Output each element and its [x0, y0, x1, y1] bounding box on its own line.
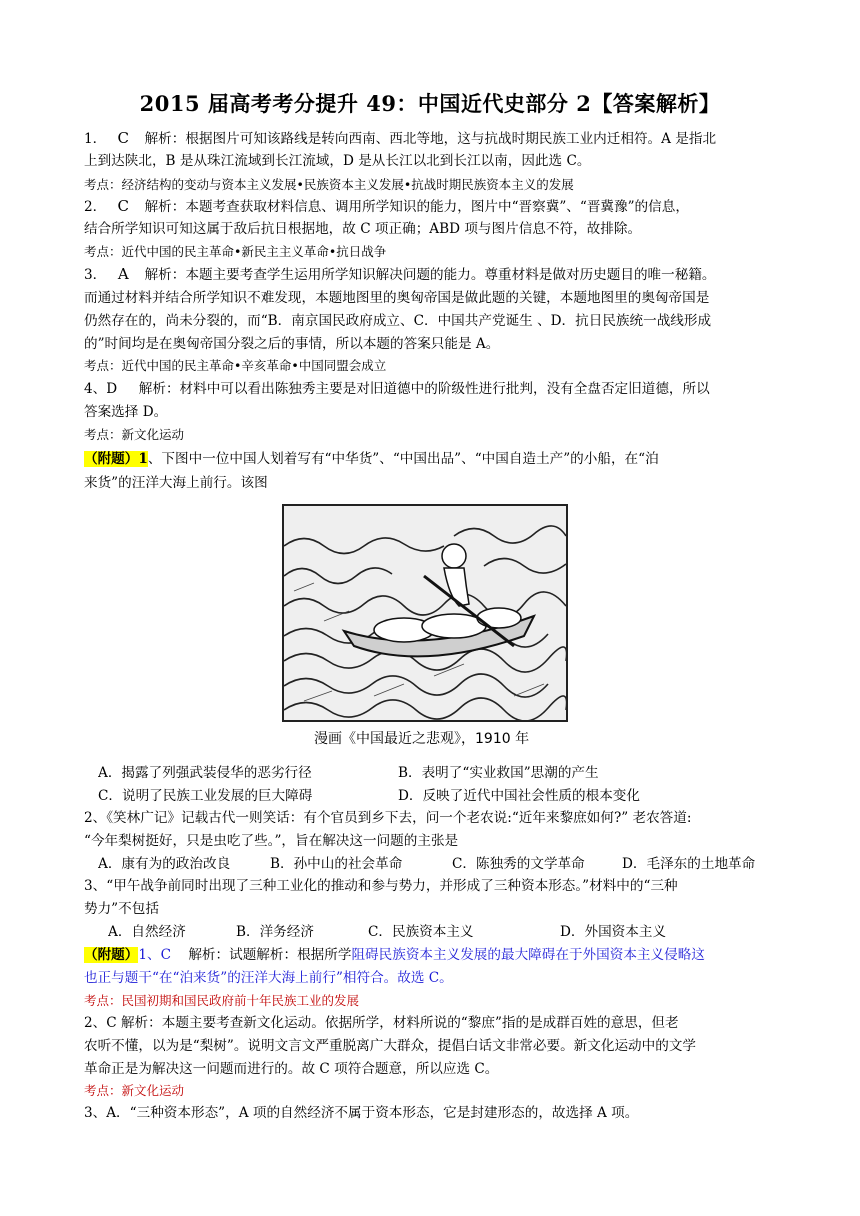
q3-num: 3．: [84, 267, 107, 283]
fuqu-a1-line2: 也正与题干“在“泊来货”的汪洋大海上前行”相符合。故选 C。: [84, 970, 453, 986]
fuqu-a1-head: 1、C: [138, 947, 172, 963]
q1-kaodian: 考点：经济结构的变动与资本主义发展•民族资本主义发展•抗战时期民族资本主义的发展: [84, 177, 574, 192]
q1-num: 1．: [84, 131, 107, 147]
option-c: C．陈独秀的文学革命: [452, 856, 585, 872]
fuqu-a2-line2: 农听不懂，以为是“梨树”。说明文言文严重脱离广大群众，提倡白话文非常必要。新文化运动中的文学: [84, 1038, 697, 1054]
cartoon-boat-image: [282, 504, 568, 722]
fuqu-a1-tail: 阻碍民族资本主义发展的最大障碍在于外国资本主义侵略这: [351, 947, 705, 963]
fuqu-answer-tag: （附题）: [84, 947, 139, 963]
q2-line2: 结合所学知识可知这属于敌后抗日根据地，故 C 项正确；ABD 项与图片信息不符，故排除。: [84, 221, 642, 237]
fuqu-tag: （附题）: [84, 451, 139, 467]
q3-kaodian: 考点：近代中国的民主革命•辛亥革命•中国同盟会成立: [84, 358, 387, 373]
fuqu-q1-text1: 、下图中一位中国人划着写有“中华货”、“中国出品”、“中国自造土产”的小船，在“泊: [147, 451, 659, 467]
fuqu-a1-kaodian: 考点：民国初期和国民政府前十年民族工业的发展: [84, 993, 360, 1008]
option-c: C．说明了民族工业发展的巨大障碍: [98, 788, 313, 804]
option-d: D．反映了近代中国社会性质的根本变化: [398, 788, 640, 804]
q3-answer: A: [117, 265, 129, 283]
fuqu-q2-line1: 2、《笑林广记》记载古代一则笑话：有个官员到乡下去，问一个老农说:“近年来黎庶如何?” 老农答道:: [84, 810, 692, 826]
option-d: D．外国资本主义: [560, 924, 667, 940]
fuqu-q2-line2: “今年梨树挺好，只是虫吃了些。”，旨在解决这一问题的主张是: [84, 833, 459, 849]
q1-line2: 上到达陕北，B 是从珠江流域到长江流域，D 是从长江以北到长江以南，因此选 C。: [84, 153, 591, 169]
fuqu-a2-kaodian: 考点：新文化运动: [84, 1083, 185, 1098]
fuqu-q2-options: [98, 855, 798, 874]
q4-text1: 解析：材料中可以看出陈独秀主要是对旧道德中的阶级性进行批判，没有全盘否定旧道德，所以: [138, 381, 710, 397]
fuqu-q1-line2: 来货”的汪洋大海上前行。该图: [84, 475, 268, 491]
q4-line2: 答案选择 D。: [84, 404, 168, 420]
option-c: C．民族资本主义: [368, 924, 474, 940]
q4-num: 4、D: [84, 381, 118, 397]
fuqu-a2-line3: 革命正是为解决这一问题而进行的。故 C 项符合题意，所以应选 C。: [84, 1061, 499, 1077]
q3-line2: 而通过材料并结合所学知识不难发现，本题地图里的奥匈帝国是做此题的关键，本题地图里的奥匈帝国是: [84, 290, 710, 306]
option-a: A．自然经济: [108, 924, 186, 940]
option-a: A．揭露了列强武装侵华的恶劣行径: [98, 765, 312, 781]
fuqu-q1-line1: [84, 450, 784, 469]
cartoon-illustration: [284, 506, 566, 720]
q4-kaodian: 考点：新文化运动: [84, 427, 185, 442]
fuqu-a3-line1: 3、A．“三种资本形态”，A 项的自然经济不属于资本形态，它是封建形态的，故选择 A 项。: [84, 1105, 639, 1121]
fuqu-q1-options-row2: [98, 787, 798, 806]
fuqu-a1-mid: 解析：试题解析：根据所学: [188, 947, 352, 963]
fuqu-q3-options: [108, 923, 808, 942]
q3-line1: [84, 265, 784, 285]
fuqu-q3-line2: 势力”不包括: [84, 901, 159, 917]
fuqu-q1-num: 1: [138, 451, 148, 467]
figure-caption: 漫画《中国最近之悲观》，1910 年: [314, 731, 530, 747]
q2-answer: C: [117, 197, 129, 215]
fuqu-q1-options-row1: [98, 764, 798, 783]
q1-answer: C: [117, 129, 129, 147]
q3-text1: 解析：本题主要考查学生运用所学知识解决问题的能力。尊重材料是做对历史题目的唯一秘籍。: [144, 267, 716, 283]
q3-line3: 仍然存在的，尚未分裂的，而“B．南京国民政府成立、C．中国共产党诞生 、D．抗日民族统一战线形成: [84, 313, 712, 329]
q3-line4: 的”时间均是在奥匈帝国分裂之后的事情，所以本题的答案只能是 A。: [84, 336, 500, 352]
option-b: B．洋务经济: [236, 924, 314, 940]
fuqu-a2-line1: 2、C 解析：本题主要考查新文化运动。依据所学，材料所说的“黎庶”指的是成群百姓的意思，但老: [84, 1015, 679, 1031]
q2-line1: [84, 197, 784, 217]
option-b: B．孙中山的社会革命: [270, 856, 403, 872]
q2-kaodian: 考点：近代中国的民主革命•新民主主义革命•抗日战争: [84, 244, 387, 259]
page-title: 2015 届高考考分提升 49：中国近代史部分 2【答案解析】: [139, 91, 721, 116]
option-d: D．毛泽东的土地革命: [622, 856, 756, 872]
option-b: B．表明了“实业救国”思潮的产生: [398, 765, 599, 781]
fuqu-q3-line1: 3、“甲午战争前同时出现了三种工业化的推动和参与势力，并形成了三种资本形态。”材料中的“三种: [84, 878, 678, 894]
option-a: A．康有为的政治改良: [98, 856, 231, 872]
q2-text1: 解析：本题考查获取材料信息、调用所学知识的能力，图片中“晋察冀”、“晋冀豫”的信息，: [144, 199, 689, 215]
q1-line1: [84, 129, 784, 149]
q2-num: 2．: [84, 199, 107, 215]
q1-text1: 解析：根据图片可知该路线是转向西南、西北等地，这与抗战时期民族工业内迁相符。A 是指北: [144, 131, 717, 147]
q4-line1: [84, 380, 784, 399]
fuqu-a1-line1: [84, 946, 784, 965]
